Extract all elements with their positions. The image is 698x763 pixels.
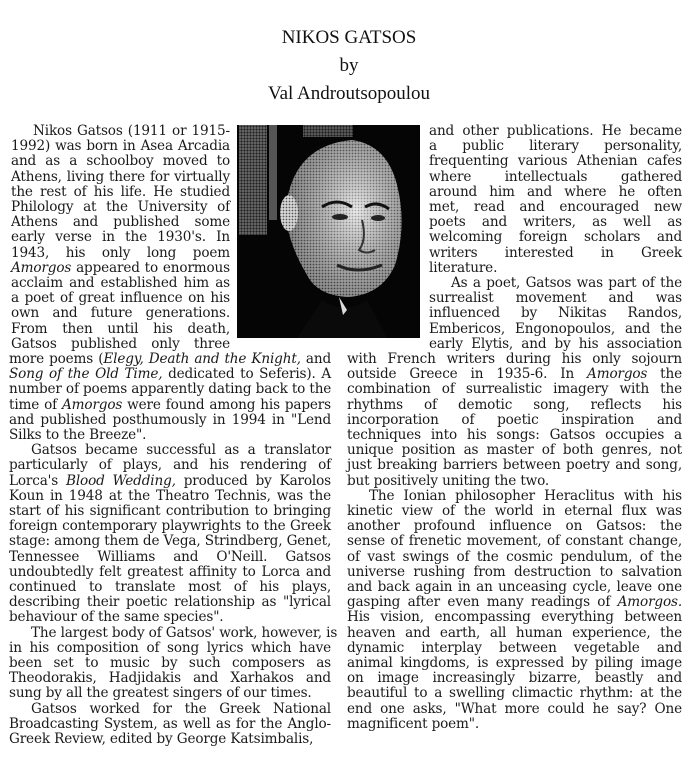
text-line: techniques into his songs: Gatsos occupies a: [347, 427, 682, 444]
text-line: sense of frenetic movement, of constant change,: [347, 533, 682, 550]
text-line: where intellectuals gathered: [429, 168, 682, 185]
text-line: surrealist movement and was: [429, 290, 682, 307]
italic-title: Blood Wedding,: [66, 472, 176, 489]
portrait-image: [237, 125, 420, 338]
italic-title: Song of the Old Time,: [9, 366, 163, 383]
text-line: more poems (Elegy, Death and the Knight, and: [9, 351, 332, 367]
text-line: Philology at the University of: [11, 199, 230, 216]
text-line: Athens and published some: [11, 214, 230, 231]
text-line: literature.: [429, 259, 498, 276]
text-line: around him and where he often: [429, 183, 682, 200]
text-line: behaviour of the same species".: [9, 609, 224, 626]
text-line: Amorgos appeared to enormous: [11, 259, 230, 276]
text-line: in his composition of song lyrics which have: [9, 639, 331, 656]
text-line: Gatsos became successful as a translator: [31, 442, 331, 459]
text-line: on image increasingly bizarre, beastly and: [347, 670, 682, 687]
text-line: From then until his death,: [11, 320, 230, 337]
text-line: universe rushing from destruction to salvation: [347, 563, 682, 580]
text-line: and back again in an unceasing cycle, leave one: [347, 579, 682, 596]
text-line: influenced by Nikitas Randos,: [429, 305, 682, 322]
text-line: been set to music by such composers as: [9, 655, 331, 672]
text-line: own and future generations.: [11, 305, 230, 322]
text-line: Lorca's Blood Wedding, produced by Karolos: [9, 472, 331, 489]
text-line: Nikos Gatsos (1911 or 1915-: [33, 123, 230, 139]
text-line: just breaking barriers between poetry and song,: [347, 457, 682, 474]
text-line: gasping after even many readings of Amorgos.: [347, 594, 682, 611]
text-line: frequenting various Athenian cafes: [429, 153, 682, 170]
text-line: undoubtedly felt greatest affinity to Lorca and: [9, 563, 331, 580]
text-line: and as a schoolboy moved to: [11, 153, 230, 170]
text-line: The largest body of Gatsos' work, however, is: [31, 624, 338, 641]
right-column-bottom: [347, 352, 682, 732]
italic-title: Elegy, Death and the Knight,: [103, 351, 301, 367]
text-line: rhythms of demotic song, reflects his: [347, 396, 682, 413]
text-line: Broadcasting System, as well as for the Anglo-: [9, 715, 331, 732]
text-line: His vision, encompassing everything between: [347, 609, 682, 626]
text-line: Theodorakis, Hadjidakis and Xarhakos and: [9, 670, 331, 687]
text-line: with French writers during his only sojourn: [347, 351, 682, 367]
author-name: Val Androutsopoulou: [267, 83, 431, 104]
italic-title: Amorgos.: [617, 594, 682, 611]
text-line: and other publications. He became: [429, 123, 682, 139]
text-line: of vast swings of the cosmic pendulum, of the: [347, 548, 682, 565]
left-column-top: [11, 124, 230, 352]
text-line: met, read and encouraged new: [429, 199, 682, 216]
text-line: The Ionian philosopher Heraclitus with his: [369, 487, 682, 504]
text-line: but positively uniting the two.: [347, 472, 550, 489]
text-line: describing their poetic relationship as "lyrical: [9, 594, 331, 611]
text-line: Athens, living there for virtually: [11, 168, 230, 185]
text-line: the rest of his life. He studied: [11, 183, 230, 200]
text-line: 1943, his only long poem: [11, 244, 230, 261]
text-line: magnificent poem".: [347, 715, 480, 732]
text-line: heaven and earth, all human experience, the: [347, 624, 682, 641]
article-title: NIKOS GATSOS: [281, 27, 417, 48]
text-line: dynamic interplay between vegetable and: [347, 639, 682, 656]
text-line: early verse in the 1930's. In: [11, 229, 230, 246]
text-line: time of Amorgos were found among his papers: [9, 396, 331, 413]
text-line: Silks to the Breeze".: [9, 427, 147, 444]
text-line: sung by all the greatest singers of our times.: [9, 685, 312, 702]
text-line: particularly of plays, and his rendering of: [9, 457, 331, 474]
text-line: beautiful to a swelling climactic rhythm: at the: [347, 685, 682, 702]
text-line: Gatsos published only three: [11, 335, 230, 352]
text-line: combination of surrealistic imagery with the: [347, 381, 682, 398]
text-line: end one asks, "What more could he say? One: [347, 700, 682, 717]
text-line: number of poems apparently dating back to the: [9, 381, 332, 398]
text-line: Koun in 1948 at the Theatro Technis, was the: [9, 487, 331, 504]
text-line: welcoming foreign scholars and: [429, 229, 682, 246]
text-line: another profound influence on Gatsos: the: [347, 518, 682, 535]
text-line: a public literary personality,: [429, 138, 682, 155]
text-line: 1992) was born in Asea Arcadia: [11, 138, 230, 155]
text-line: stage: among them de Vega, Strindberg, Genet,: [9, 533, 332, 550]
text-line: As a poet, Gatsos was part of the: [451, 275, 682, 292]
text-line: unique position as master of both genres, not: [347, 442, 682, 459]
text-line: animal kingdoms, is expressed by piling image: [347, 655, 682, 672]
text-line: incorporation of poetic inspiration and: [347, 411, 682, 428]
italic-title: Amorgos: [62, 396, 123, 413]
text-line: Gatsos worked for the Greek National: [31, 700, 331, 717]
text-line: early Elytis, and by his association: [429, 335, 682, 352]
text-line: Tennessee Williams and O'Neill. Gatsos: [9, 548, 331, 565]
text-line: outside Greece in 1935-6. In Amorgos the: [347, 366, 682, 383]
text-line: foreign contemporary playwrights to the Greek: [9, 518, 331, 535]
italic-title: Amorgos: [11, 259, 72, 276]
text-line: Embericos, Engonopoulos, and the: [429, 320, 682, 337]
text-line: a poet of great influence on his: [11, 290, 230, 307]
author-portrait-photo: [237, 125, 420, 338]
text-line: kinetic view of the world in eternal flux was: [347, 503, 682, 520]
text-line: poets and writers, as well as: [429, 214, 682, 231]
italic-title: Amorgos: [587, 366, 648, 383]
text-line: and published posthumously in 1994 in "Lend: [9, 411, 331, 428]
text-line: start of his significant contribution to bringing: [9, 503, 331, 520]
left-column-bottom: [9, 351, 338, 748]
right-column-top: [429, 124, 682, 352]
text-line: continued to translate most of his plays,: [9, 579, 331, 596]
text-line: Greek Review, edited by George Katsimbalis,: [9, 731, 314, 748]
byline-by: by: [339, 55, 359, 76]
text-line: acclaim and established him as: [11, 275, 230, 292]
text-line: Song of the Old Time, dedicated to Seferis). A: [9, 366, 331, 383]
text-line: writers interested in Greek: [429, 244, 682, 261]
